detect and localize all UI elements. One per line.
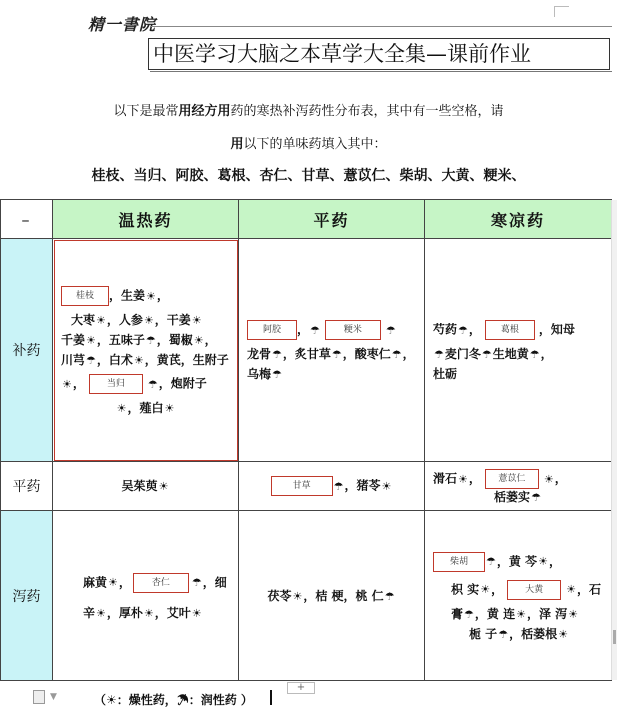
sun-icon: ☀ [516,607,526,621]
title-top-rule [150,26,612,27]
herb-text: 栝蒌实 [494,490,531,504]
herb-text: 膏 [451,606,464,621]
intro-line-2 [0,133,617,152]
herb-text: ， [402,347,415,361]
herb-text: ，炙甘草 [282,347,331,361]
blank-box[interactable]: 阿胶 [247,320,297,340]
table-corner: – [1,200,53,239]
herb-text: 千姜 [61,333,86,347]
herb-list: 桂枝、当归、阿胶、葛根、杏仁、甘草、薏苡仁、柴胡、大黄、粳米、 [91,168,526,184]
sun-icon: ☀ [458,472,468,486]
sun-icon: ☀ [193,334,204,347]
sun-icon: ☀ [108,576,118,589]
sun-icon: ☀ [96,314,106,327]
umbrella-icon: ☂ [331,348,342,361]
add-page-button[interactable]: + [287,682,315,694]
umbrella-icon: ☂ [191,576,202,589]
blank-box[interactable]: 柴胡 [433,552,485,572]
intro-bold: 用经方用 [178,104,231,119]
page-corner-mark [554,6,569,17]
herb-text: 枳 实 [451,582,480,596]
blank-box[interactable]: 大黄 [507,580,561,600]
cell-bu-warm [53,239,239,462]
herb-text: ，猪苓 [344,478,381,493]
herb-text: ，白术 [96,353,133,367]
herb-text: ，黄 连 [474,606,516,621]
umbrella-icon: ☂ [458,323,468,337]
row-label-bu: 补药 [1,239,53,462]
cell-xie-cold [425,511,612,681]
icon-legend: （☀：燥性药，☂：润性药 ） [94,693,253,707]
page-title: 中医学习大脑之本草学大全集—课前作业 [148,38,610,70]
umbrella-icon: ☂ [434,348,444,361]
herb-text: 吴茱萸 [121,479,158,493]
herb-text: ，人参 [106,313,143,327]
herb-text: ，黄 芩 [496,554,538,568]
herb-text: 生地黄 [492,347,529,361]
sun-icon: ☀ [191,314,202,327]
herb-text: 乌梅 [247,367,272,381]
herb-text: ， [156,288,169,303]
herb-text: ，泽 泻 [526,606,568,621]
umbrella-icon: ☂ [145,334,156,347]
umbrella-icon: ☂ [310,323,320,337]
text-cursor [270,690,272,705]
herb-text: ，栝蒌根 [509,626,558,641]
umbrella-icon: ☂ [498,627,509,641]
herb-text: ，五味子 [96,333,145,347]
umbrella-icon: ☂ [86,354,96,367]
herb-text: ， [491,582,504,596]
herb-text: ，艾叶 [154,605,191,620]
umbrella-icon: ☂ [391,348,402,361]
umbrella-icon: ☂ [147,377,158,391]
blank-box[interactable]: 当归 [89,374,143,394]
sun-icon: ☀ [146,289,156,303]
herb-text: ，薤白 [127,401,164,415]
sun-icon: ☀ [116,402,127,415]
intro-text: 以下是最常 [113,104,179,119]
herb-text: ， [468,322,481,337]
herb-text: ，石 [576,582,601,596]
table-row-ping [1,462,612,511]
umbrella-icon: ☂ [272,348,282,361]
herb-property-table [0,199,612,681]
herb-text: ，知母 [538,322,575,337]
vertical-scrollbar[interactable] [611,200,617,680]
sun-icon: ☀ [96,606,106,620]
sun-icon: ☀ [568,607,579,621]
chevron-down-icon[interactable]: ▼ [50,692,57,702]
umbrella-icon: ☂ [464,607,474,621]
cell-bu-neutral [239,239,425,462]
row-label-ping: 平药 [1,462,53,511]
sun-icon: ☀ [558,627,568,641]
intro-bold: 用 [230,137,244,152]
umbrella-icon: ☂ [529,348,540,361]
sun-icon: ☀ [538,555,548,568]
blank-box[interactable]: 葛根 [485,320,535,340]
herb-text: 麻黄 [83,575,108,589]
herb-text: 芍药 [433,322,458,337]
sun-icon: ☀ [480,583,491,596]
sun-icon: ☀ [566,583,576,596]
herb-text: ， [72,376,85,391]
intro-line-1 [0,100,617,119]
herb-text: ，酸枣仁 [342,347,391,361]
sun-icon: ☀ [86,334,96,347]
umbrella-icon: ☂ [531,491,541,504]
blank-box[interactable]: 桂枝 [61,286,109,306]
sun-icon: ☀ [543,472,554,486]
sun-icon: ☀ [143,606,154,620]
blank-box[interactable]: 粳米 [325,320,381,340]
herb-text: ， [548,554,561,568]
brand-logo: 精一書院 [88,15,157,34]
sun-icon: ☀ [133,354,144,367]
herb-text: ，桔 梗，桃 仁 [303,588,384,603]
cell-ping-neutral [239,462,425,511]
sun-icon: ☀ [158,480,169,493]
cell-xie-neutral [239,511,425,681]
umbrella-icon: ☂ [333,479,344,493]
herb-text: ，厚朴 [106,605,143,620]
herb-text: ， [204,333,217,347]
blank-box[interactable]: 甘草 [271,476,333,496]
row-label-xie: 泻药 [1,511,53,681]
umbrella-icon: ☂ [385,323,396,337]
herb-text: 栀 子 [469,626,498,641]
herb-text: 杜砺 [433,367,458,381]
herb-text: ，黄芪，生附子 [144,353,229,367]
cell-ping-warm [53,462,239,511]
herb-text: 川芎 [61,353,86,367]
sun-icon: ☀ [381,479,392,493]
herb-text: 辛 [83,605,96,620]
herb-text: ，干姜 [154,313,191,327]
herb-text: ， [554,471,567,486]
umbrella-icon: ☂ [384,589,395,603]
scroll-marker[interactable] [613,630,616,644]
herb-text: ， [297,322,310,337]
herb-text: ，生姜 [109,288,146,303]
herb-text: 龙骨 [247,347,272,361]
document-icon[interactable] [33,690,45,704]
table-row-bu [1,239,612,462]
cell-bu-cold [425,239,612,462]
cell-xie-warm [53,511,239,681]
sun-icon: ☀ [62,377,72,391]
herb-text: ， [468,471,481,486]
herb-text: ，蜀椒 [156,333,193,347]
herb-text: 大枣 [71,313,96,327]
herb-text: ，炮附子 [158,376,207,391]
sun-icon: ☀ [143,314,154,327]
blank-box[interactable]: 杏仁 [133,573,189,593]
herb-text: 麦门冬 [444,347,481,361]
sun-icon: ☀ [164,402,175,415]
header-warm: 温热药 [53,200,239,239]
footer-bar [0,682,617,722]
umbrella-icon: ☂ [272,368,282,381]
sun-icon: ☀ [292,589,303,603]
herb-text: 茯苓 [267,588,292,603]
intro-text: 以下的单味药填入其中： [243,137,387,152]
herb-text: ， [540,347,553,361]
herb-text: ， [118,575,131,589]
blank-box[interactable]: 薏苡仁 [485,469,539,489]
title-underline [150,71,612,72]
umbrella-icon: ☂ [481,348,492,361]
umbrella-icon: ☂ [486,555,496,568]
intro-text: 药的寒热补泻药性分布表，其中有一些空格，请 [230,104,504,119]
sun-icon: ☀ [191,606,202,620]
table-header-row [1,200,612,239]
header-cold: 寒凉药 [425,200,612,239]
cell-ping-cold [425,462,612,511]
header-neutral: 平药 [239,200,425,239]
table-row-xie [1,511,612,681]
herb-text: ，细 [202,575,227,589]
herb-text: 滑石 [433,471,458,486]
